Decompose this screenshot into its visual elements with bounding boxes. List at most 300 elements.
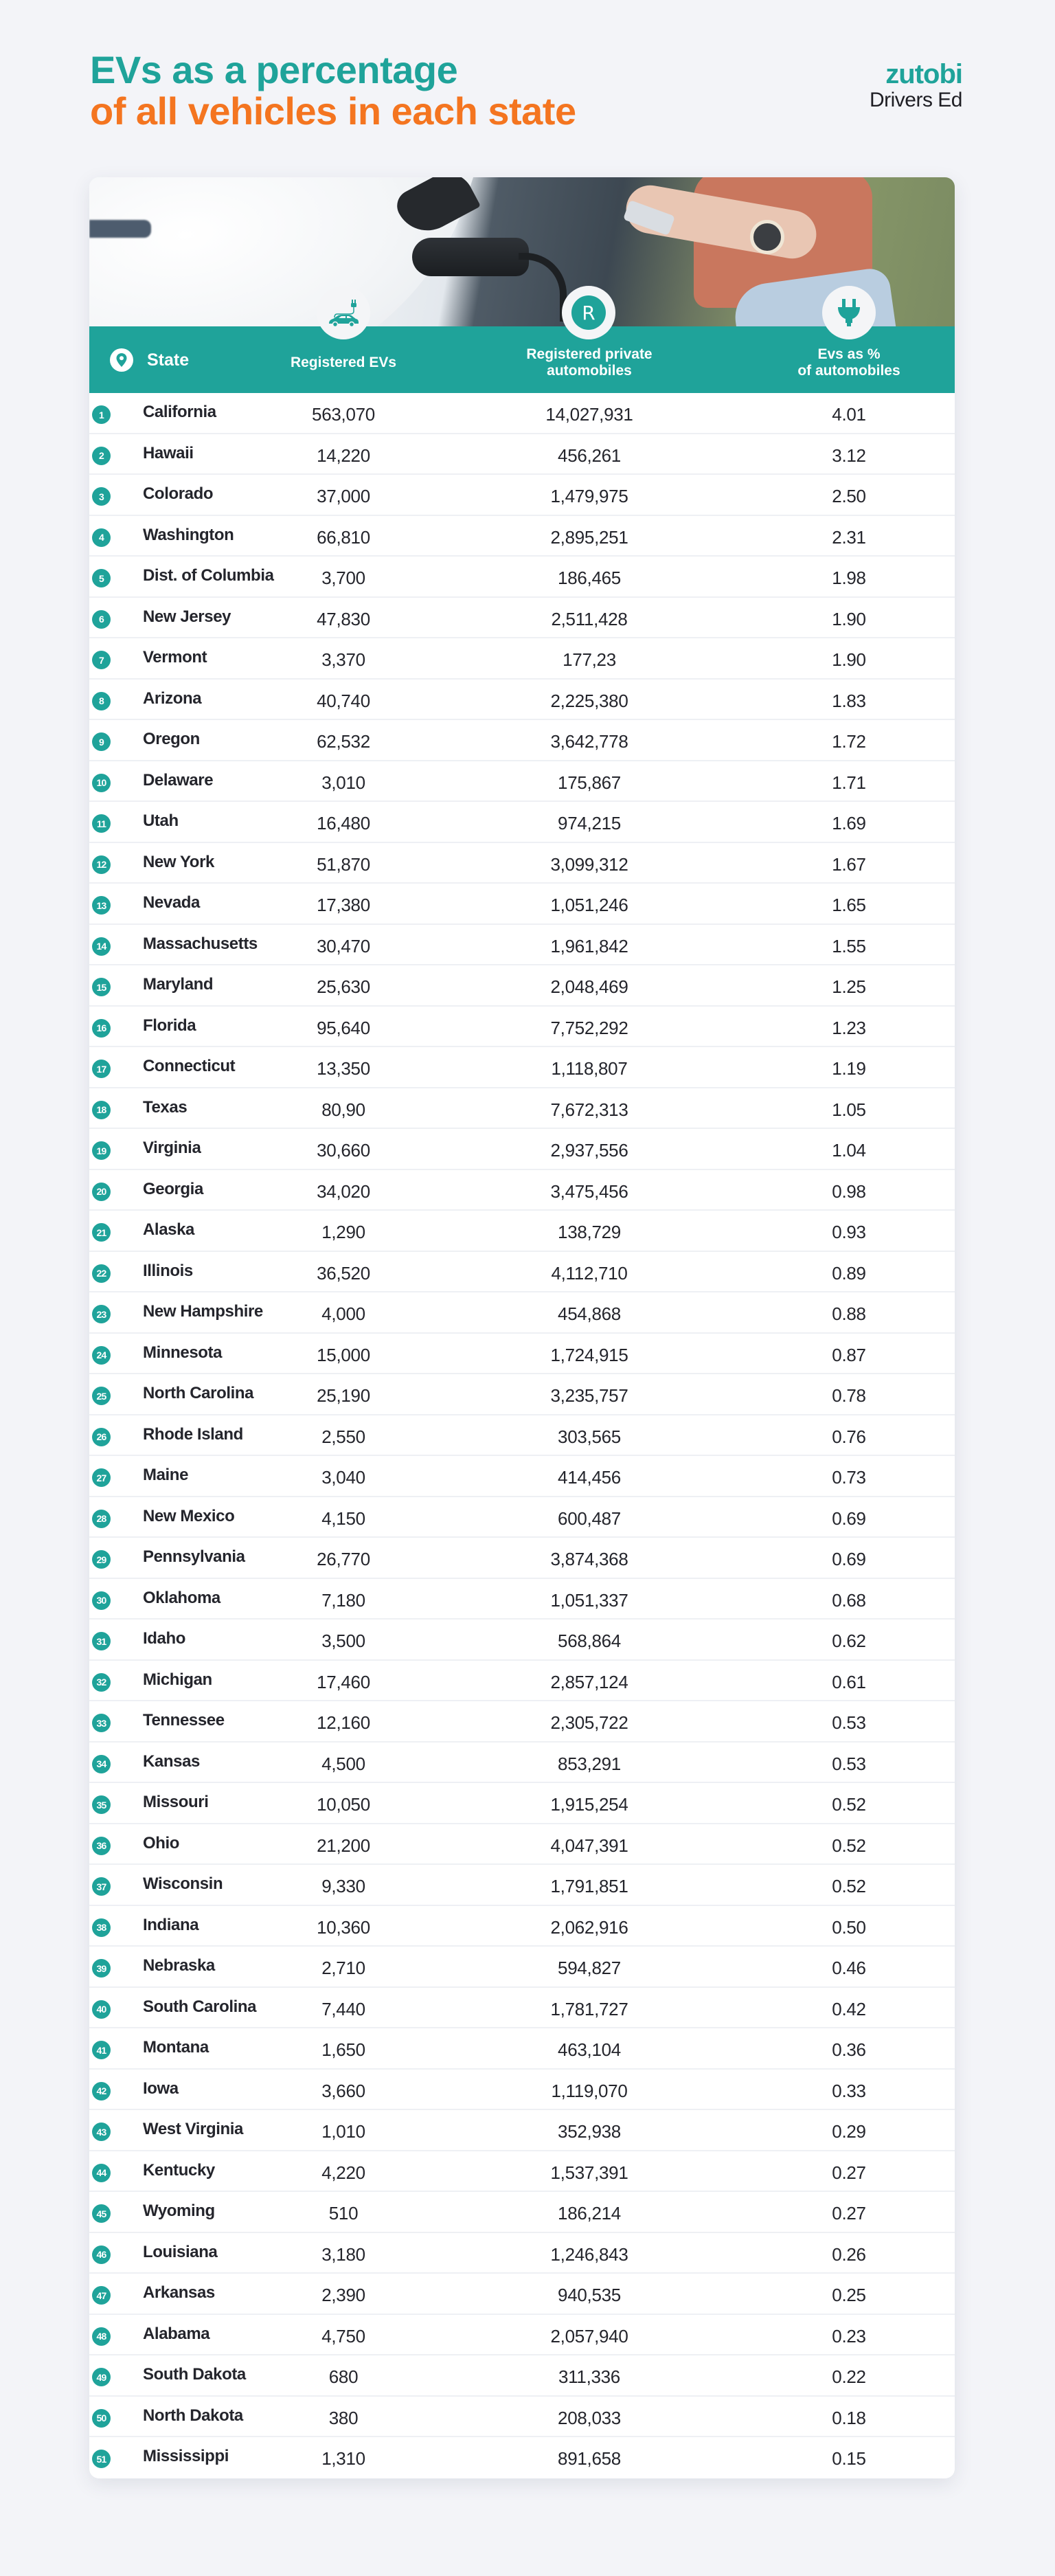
registered-evs-value: 15,000 (317, 1344, 370, 1365)
registered-evs-value: 9,330 (321, 1876, 365, 1896)
registered-autos-value: 177,23 (563, 649, 616, 670)
registered-autos-value: 3,099,312 (550, 853, 628, 875)
registered-evs-value: 40,740 (317, 690, 370, 711)
state-name: Kentucky (143, 2160, 215, 2180)
state-name: Illinois (143, 1261, 193, 1280)
registered-evs-value: 2,550 (321, 1426, 365, 1447)
ev-percentage-value: 0.18 (832, 2407, 866, 2428)
table-row (89, 965, 955, 1007)
power-plug-icon (822, 286, 876, 339)
registered-evs-value: 36,520 (317, 1262, 370, 1284)
ev-percentage-value: 0.76 (832, 1426, 866, 1447)
ev-percentage-value: 0.22 (832, 2366, 866, 2387)
table-row (89, 1579, 955, 1620)
ev-percentage-value: 0.78 (832, 1385, 866, 1406)
state-name: Kansas (143, 1751, 200, 1771)
table-row (89, 557, 955, 598)
rank-badge: 30 (92, 1591, 111, 1610)
ev-percentage-value: 1.65 (832, 895, 866, 915)
ev-percentage-value: 0.27 (832, 2162, 866, 2183)
registered-evs-value: 4,000 (321, 1303, 365, 1324)
title-line-1: EVs as a percentage (90, 48, 458, 91)
table-row (89, 1292, 955, 1334)
ev-percentage-value: 0.50 (832, 1916, 866, 1938)
registered-evs-value: 13,350 (317, 1058, 370, 1079)
ev-percentage-value: 0.69 (832, 1508, 866, 1529)
registered-evs-value: 563,070 (312, 404, 375, 425)
table-row (89, 2028, 955, 2070)
registered-autos-value: 940,535 (558, 2285, 621, 2305)
state-name: Alabama (143, 2324, 210, 2343)
registered-autos-value: 186,465 (558, 568, 621, 588)
ev-percentage-value: 0.27 (832, 2203, 866, 2224)
ev-percentage-value: 0.23 (832, 2325, 866, 2347)
registered-autos-value: 891,658 (558, 2448, 621, 2469)
zutobi-logo (870, 60, 962, 113)
column-header-pct-line1: Evs as % (817, 346, 881, 362)
rank-badge: 21 (92, 1223, 111, 1242)
table-row (89, 1497, 955, 1538)
registered-autos-value: 14,027,931 (545, 404, 633, 425)
page-title (90, 49, 576, 132)
charger-cable (519, 253, 567, 322)
table-row (89, 843, 955, 884)
registered-autos-value: 186,214 (558, 2203, 621, 2224)
registered-autos-value: 352,938 (558, 2121, 621, 2142)
rank-badge: 46 (92, 2245, 111, 2264)
rank-badge: 28 (92, 1510, 111, 1528)
registered-evs-value: 380 (328, 2407, 359, 2428)
rank-badge: 17 (92, 1060, 111, 1078)
table-row (89, 1334, 955, 1375)
state-name: Connecticut (143, 1057, 236, 1075)
rank-badge: 47 (92, 2286, 111, 2305)
ev-percentage-value: 0.62 (832, 1631, 866, 1651)
ev-percentage-value: 0.46 (832, 1958, 866, 1978)
ev-percentage-value: 1.90 (832, 608, 866, 629)
rank-badge: 10 (92, 774, 111, 792)
table-row (89, 2355, 955, 2397)
table-body (89, 393, 955, 2478)
ev-percentage-value: 0.26 (832, 2243, 866, 2265)
logo-brand: zutobi (885, 59, 962, 89)
state-name: Wisconsin (143, 1874, 223, 1893)
registered-evs-value: 4,150 (321, 1508, 365, 1529)
registered-evs-value: 80,90 (321, 1099, 365, 1120)
table-row (89, 1170, 955, 1211)
table-row (89, 761, 955, 803)
ev-percentage-value: 0.89 (832, 1262, 866, 1284)
ev-percentage-value: 1.98 (832, 568, 866, 588)
state-name: Louisiana (143, 2242, 218, 2261)
rank-badge: 49 (92, 2368, 111, 2386)
ev-percentage-value: 0.53 (832, 1753, 866, 1774)
table-row (89, 1988, 955, 2029)
rank-badge: 36 (92, 1837, 111, 1855)
registered-autos-value: 1,537,391 (550, 2162, 628, 2183)
ev-percentage-value: 1.67 (832, 853, 866, 875)
state-name: Washington (143, 525, 234, 544)
ev-percentage-value: 1.55 (832, 935, 866, 956)
rank-badge: 26 (92, 1428, 111, 1446)
registered-autos-value: 594,827 (558, 1958, 621, 1978)
state-name: Massachusetts (143, 934, 258, 953)
car-door-handle (89, 220, 151, 238)
rank-badge: 18 (92, 1101, 111, 1119)
registered-autos-value: 1,119,070 (551, 2080, 628, 2101)
registered-evs-value: 34,020 (317, 1180, 370, 1202)
state-name: Nevada (143, 893, 200, 912)
state-name: Tennessee (143, 1711, 225, 1729)
column-header-pct-line2: of automobiles (797, 362, 900, 379)
rank-badge: 19 (92, 1141, 111, 1160)
rank-badge: 41 (92, 2041, 111, 2059)
registered-evs-value: 10,050 (317, 1794, 370, 1815)
column-header-evs-label: Registered EVs (290, 354, 397, 370)
ev-percentage-value: 0.36 (832, 2039, 866, 2060)
table-row (89, 2233, 955, 2274)
logo-subtitle: Drivers Ed (869, 89, 962, 111)
ev-percentage-value: 0.68 (832, 1589, 866, 1611)
registered-autos-value: 463,104 (558, 2039, 621, 2060)
registered-evs-value: 1,650 (321, 2039, 365, 2060)
state-name: Colorado (143, 484, 214, 503)
ev-percentage-value: 1.71 (832, 772, 866, 793)
registered-evs-value: 66,810 (317, 526, 370, 548)
ev-percentage-value: 0.52 (832, 1876, 866, 1896)
state-name: Pennsylvania (143, 1547, 245, 1566)
column-header-state-label: State (147, 350, 190, 370)
registered-evs-value: 3,660 (321, 2080, 365, 2101)
registered-autos-value: 1,051,337 (550, 1589, 628, 1611)
rank-badge: 29 (92, 1550, 111, 1569)
registered-evs-value: 37,000 (317, 486, 370, 506)
ev-percentage-value: 0.73 (832, 1467, 866, 1488)
registered-autos-value: 2,895,251 (550, 526, 628, 548)
registered-autos-value: 1,915,254 (550, 1794, 628, 1815)
table-row (89, 2274, 955, 2315)
ev-percentage-value: 1.72 (832, 731, 866, 752)
table-row (89, 1129, 955, 1170)
registered-autos-value: 600,487 (558, 1508, 621, 1529)
registered-evs-value: 3,700 (321, 568, 365, 588)
registered-evs-value: 7,440 (321, 1998, 365, 2019)
rank-badge: 32 (92, 1673, 111, 1692)
rank-badge: 16 (92, 1019, 111, 1038)
title-line-2: of all vehicles in each state (90, 89, 576, 133)
registered-evs-value: 680 (328, 2366, 359, 2387)
state-name: Idaho (143, 1629, 185, 1648)
ev-percentage-value: 4.01 (832, 404, 866, 425)
rank-badge: 13 (92, 896, 111, 915)
state-name: North Carolina (143, 1384, 254, 1402)
table-row (89, 2397, 955, 2438)
registered-autos-value: 208,033 (558, 2407, 621, 2428)
ev-percentage-value: 1.90 (832, 649, 866, 670)
rank-badge: 25 (92, 1387, 111, 1405)
table-row (89, 2070, 955, 2111)
rank-badge: 35 (92, 1795, 111, 1814)
ev-percentage-value: 1.25 (832, 976, 866, 997)
state-name: Dist. of Columbia (143, 566, 274, 585)
table-row (89, 1701, 955, 1743)
ev-percentage-value: 0.61 (832, 1671, 866, 1692)
rank-badge: 4 (92, 528, 111, 547)
table-row (89, 1538, 955, 1579)
ev-percentage-value: 0.52 (832, 1835, 866, 1856)
rank-badge: 44 (92, 2164, 111, 2182)
rank-badge: 37 (92, 1877, 111, 1896)
state-name: Ohio (143, 1833, 180, 1852)
table-row (89, 1783, 955, 1824)
ev-percentage-value: 0.25 (832, 2285, 866, 2305)
table-row (89, 434, 955, 475)
state-name: Arizona (143, 688, 202, 708)
state-name: Oregon (143, 730, 200, 748)
registered-autos-value: 3,642,778 (550, 731, 628, 752)
table-row (89, 475, 955, 516)
ev-percentage-value: 0.98 (832, 1180, 866, 1202)
registered-autos-value: 2,225,380 (550, 690, 628, 711)
registered-evs-value: 4,750 (321, 2325, 365, 2347)
registered-autos-value: 3,475,456 (550, 1180, 628, 1202)
registered-autos-value: 1,118,807 (551, 1058, 628, 1079)
state-name: Maine (143, 1466, 189, 1484)
ev-percentage-value: 0.29 (832, 2121, 866, 2142)
state-name: South Carolina (143, 1997, 257, 2016)
state-name: Virginia (143, 1139, 201, 1157)
state-name: Oklahoma (143, 1588, 220, 1607)
state-name: Maryland (143, 975, 214, 994)
registered-evs-value: 7,180 (321, 1589, 365, 1611)
rank-badge: 34 (92, 1755, 111, 1773)
ev-percentage-value: 1.83 (832, 690, 866, 711)
rank-badge: 33 (92, 1714, 111, 1732)
table-row (89, 393, 955, 434)
state-name: New Mexico (143, 1506, 235, 1525)
state-name: Arkansas (143, 2283, 215, 2302)
registered-evs-value: 10,360 (317, 1916, 370, 1938)
rank-badge: 27 (92, 1468, 111, 1487)
registered-evs-value: 3,180 (321, 2243, 365, 2265)
registered-evs-value: 30,470 (317, 935, 370, 956)
table-row (89, 884, 955, 925)
rank-badge: 14 (92, 937, 111, 956)
table-row (89, 680, 955, 721)
map-pin-icon (110, 348, 133, 372)
state-name: Georgia (143, 1179, 203, 1198)
registered-evs-value: 1,010 (321, 2121, 365, 2142)
registered-evs-value: 25,630 (317, 976, 370, 997)
registered-evs-value: 510 (328, 2203, 359, 2224)
table-row (89, 1088, 955, 1130)
registered-autos-value: 853,291 (558, 1753, 621, 1774)
rank-badge: 11 (92, 814, 111, 833)
table-row (89, 2437, 955, 2478)
rank-badge: 7 (92, 651, 111, 669)
ev-percentage-value: 0.88 (832, 1303, 866, 1324)
table-row (89, 1252, 955, 1293)
registered-autos-value: 1,791,851 (550, 1876, 628, 1896)
state-name: Mississippi (143, 2447, 229, 2465)
rank-badge: 48 (92, 2327, 111, 2346)
registered-evs-value: 4,220 (321, 2162, 365, 2183)
rank-badge: 42 (92, 2082, 111, 2101)
table-row (89, 2110, 955, 2151)
rank-badge: 24 (92, 1346, 111, 1365)
table-row (89, 1211, 955, 1252)
state-name: Nebraska (143, 1956, 215, 1975)
state-name: Montana (143, 2038, 209, 2057)
table-row (89, 1456, 955, 1497)
registered-autos-value: 175,867 (558, 772, 621, 793)
ev-percentage-value: 0.15 (832, 2448, 866, 2469)
table-row (89, 1661, 955, 1702)
rank-badge: 31 (92, 1632, 111, 1650)
registered-autos-value: 4,047,391 (550, 1835, 628, 1856)
ev-percentage-value: 1.23 (832, 1017, 866, 1038)
ev-percentage-value: 1.04 (832, 1140, 866, 1161)
table-row (89, 802, 955, 843)
registered-evs-value: 47,830 (317, 608, 370, 629)
state-name: New Jersey (143, 607, 231, 626)
state-name: New York (143, 852, 214, 871)
state-name: Iowa (143, 2079, 179, 2098)
state-name: Utah (143, 811, 179, 830)
ev-percentage-value: 0.42 (832, 1998, 866, 2019)
table-row (89, 1007, 955, 1048)
state-name: South Dakota (143, 2365, 246, 2384)
registered-r-icon (562, 286, 615, 339)
rank-badge: 1 (92, 405, 111, 424)
registered-evs-value: 2,710 (321, 1958, 365, 1978)
ev-percentage-value: 2.50 (832, 486, 866, 506)
ev-percentage-value: 0.87 (832, 1344, 866, 1365)
ev-percentage-value: 1.19 (832, 1058, 866, 1079)
state-name: New Hampshire (143, 1302, 263, 1321)
state-name: West Virginia (143, 2120, 243, 2138)
registered-autos-value: 3,235,757 (550, 1385, 628, 1406)
wristwatch (750, 220, 784, 254)
rank-badge: 5 (92, 569, 111, 587)
rank-badge: 39 (92, 1959, 111, 1978)
state-name: Rhode Island (143, 1424, 243, 1444)
registered-autos-value: 2,857,124 (550, 1671, 628, 1692)
rank-badge: 6 (92, 610, 111, 629)
registered-evs-value: 4,500 (321, 1753, 365, 1774)
registered-evs-value: 1,290 (321, 1222, 365, 1242)
table-row (89, 1415, 955, 1457)
registered-evs-value: 17,460 (317, 1671, 370, 1692)
registered-evs-value: 21,200 (317, 1835, 370, 1856)
registered-evs-value: 16,480 (317, 813, 370, 833)
state-name: California (143, 403, 216, 421)
state-name: Indiana (143, 1915, 199, 1934)
registered-evs-value: 17,380 (317, 895, 370, 915)
state-name: Texas (143, 1097, 188, 1117)
registered-autos-value: 2,511,428 (551, 608, 628, 629)
table-row (89, 1865, 955, 1906)
state-name: Alaska (143, 1220, 194, 1239)
registered-autos-value: 2,305,722 (550, 1712, 628, 1733)
rank-badge: 22 (92, 1264, 111, 1283)
registered-evs-value: 12,160 (317, 1712, 370, 1733)
table-row (89, 1374, 955, 1415)
registered-evs-value: 62,532 (317, 731, 370, 752)
table-row (89, 1743, 955, 1784)
registered-autos-value: 1,781,727 (550, 1998, 628, 2019)
table-row (89, 1906, 955, 1947)
registered-evs-value: 3,370 (321, 649, 365, 670)
table-row (89, 720, 955, 761)
table-row (89, 2192, 955, 2233)
column-header-state (110, 326, 189, 393)
state-name: Delaware (143, 770, 214, 789)
table-row (89, 638, 955, 680)
table-row (89, 598, 955, 639)
registered-autos-value: 1,479,975 (550, 486, 628, 506)
table-row (89, 1620, 955, 1661)
registered-evs-value: 25,190 (317, 1385, 370, 1406)
registered-evs-value: 95,640 (317, 1017, 370, 1038)
registered-evs-value: 3,010 (321, 772, 365, 793)
registered-evs-value: 26,770 (317, 1549, 370, 1569)
ev-percentage-value: 2.31 (832, 526, 866, 548)
charger-plug (412, 238, 529, 276)
table-row (89, 516, 955, 557)
rank-badge: 3 (92, 487, 111, 506)
registered-autos-value: 303,565 (558, 1426, 621, 1447)
state-name: Hawaii (143, 443, 194, 462)
registered-evs-value: 2,390 (321, 2285, 365, 2305)
registered-r-glyph: R (571, 295, 606, 330)
rank-badge: 15 (92, 978, 111, 996)
state-name: Vermont (143, 648, 207, 667)
table-row (89, 925, 955, 966)
rank-badge: 23 (92, 1305, 111, 1323)
table-row (89, 1047, 955, 1088)
state-name: North Dakota (143, 2406, 243, 2425)
ev-percentage-value: 0.53 (832, 1712, 866, 1733)
registered-autos-value: 974,215 (558, 813, 621, 833)
registered-autos-value: 1,051,246 (550, 895, 628, 915)
ev-percentage-value: 3.12 (832, 445, 866, 466)
registered-evs-value: 14,220 (317, 445, 370, 466)
registered-autos-value: 456,261 (558, 445, 621, 466)
registered-autos-value: 2,062,916 (550, 1916, 628, 1938)
registered-autos-value: 7,752,292 (550, 1017, 628, 1038)
registered-autos-value: 454,868 (558, 1303, 621, 1324)
registered-autos-value: 7,672,313 (550, 1099, 628, 1120)
rank-badge: 43 (92, 2123, 111, 2141)
registered-autos-value: 2,937,556 (550, 1140, 628, 1161)
rank-badge: 40 (92, 2000, 111, 2019)
rank-badge: 8 (92, 692, 111, 710)
state-name: Missouri (143, 1793, 209, 1811)
ev-percentage-value: 0.33 (832, 2080, 866, 2101)
ev-percentage-value: 0.52 (832, 1794, 866, 1815)
table-row (89, 1947, 955, 1988)
ev-percentage-value: 0.69 (832, 1549, 866, 1569)
table-row (89, 2315, 955, 2356)
rank-badge: 2 (92, 447, 111, 465)
ev-percentage-value: 1.05 (832, 1099, 866, 1120)
registered-autos-value: 4,112,710 (551, 1262, 628, 1284)
registered-autos-value: 3,874,368 (550, 1549, 628, 1569)
rank-badge: 12 (92, 855, 111, 874)
registered-autos-value: 1,246,843 (550, 2243, 628, 2265)
table-row (89, 1824, 955, 1866)
